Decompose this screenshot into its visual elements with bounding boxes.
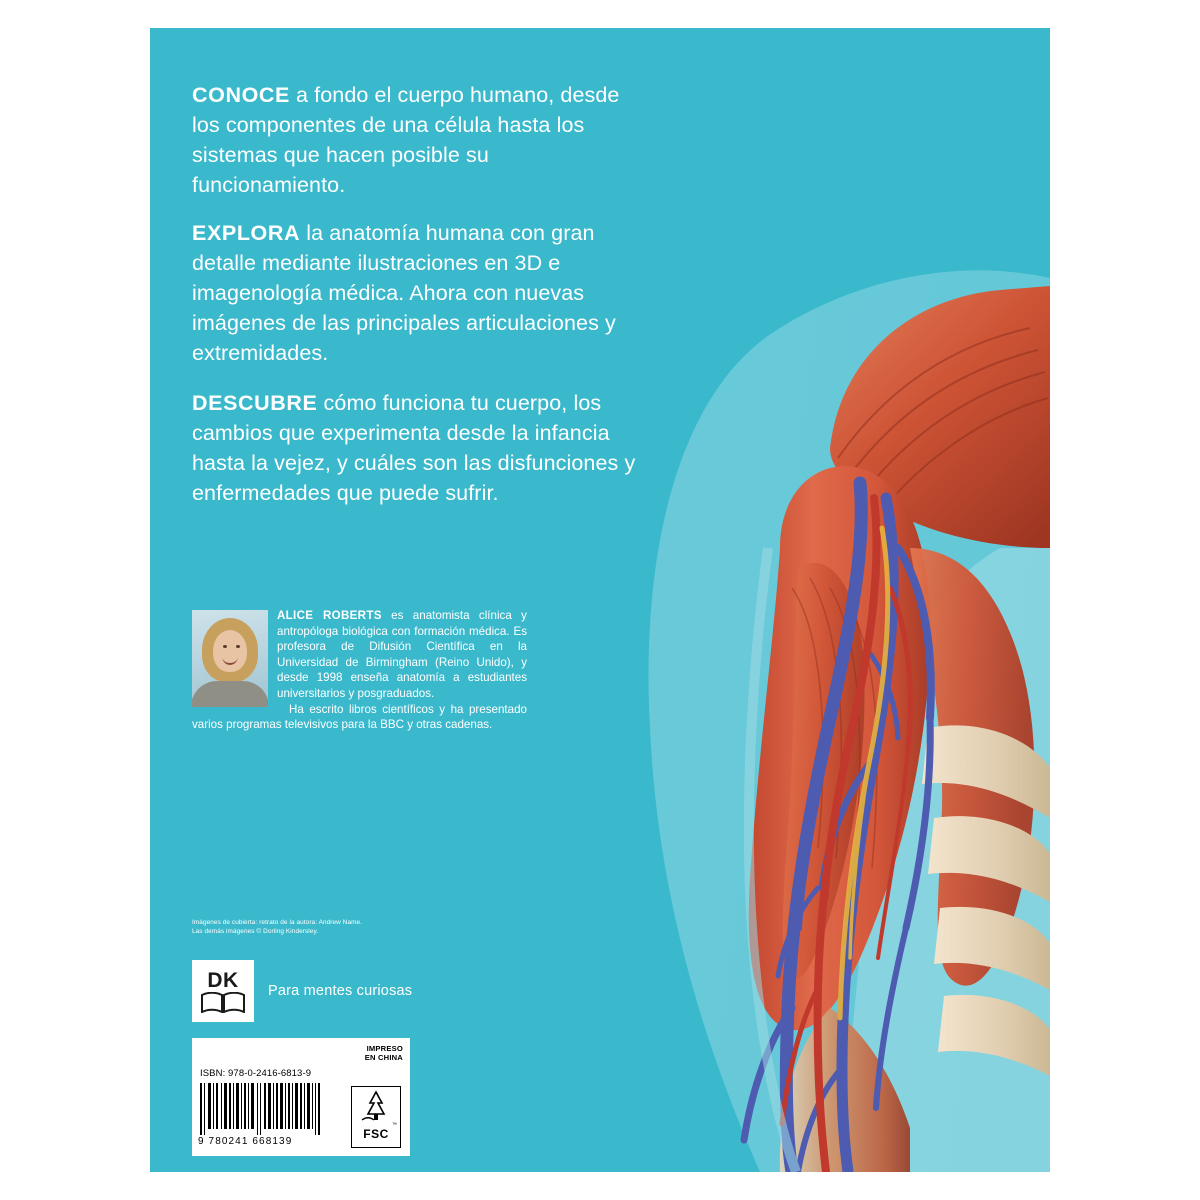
author-bio-part2: Ha escrito libros científicos y ha presentado varios programas televisivos para la BBC y otras cadenas. — [192, 702, 527, 732]
author-bio — [192, 608, 527, 733]
barcode-digits: 9 780241 668139 — [198, 1136, 293, 1147]
fsc-trademark: ™ — [392, 1122, 397, 1128]
image-credits — [192, 918, 522, 936]
isbn-label: ISBN: 978-0-2416-6813-9 — [200, 1068, 312, 1079]
paragraph-descubre-body: cómo funciona tu cuerpo, los cambios que experimenta desde la infancia hasta la vejez, y cuáles son las disfunciones y enfermedades que puede sufrir. — [192, 391, 636, 505]
fsc-tree-icon — [352, 1087, 400, 1127]
paragraph-explora — [192, 218, 622, 368]
fsc-logo — [351, 1086, 401, 1148]
credit-line-2: Las demás imágenes © Dorling Kindersley. — [192, 928, 319, 935]
paragraph-descubre-lead: DESCUBRE — [192, 391, 318, 415]
paragraph-explora-lead: EXPLORA — [192, 221, 301, 245]
author-photo-eye-left — [223, 645, 227, 648]
book-back-cover — [150, 28, 1050, 1172]
paragraph-conoce-lead: CONOCE — [192, 83, 290, 107]
dk-logo — [192, 960, 254, 1022]
author-name: ALICE ROBERTS — [277, 609, 382, 622]
author-photo-face — [213, 630, 247, 672]
dk-logo-text: DK — [207, 969, 239, 992]
paragraph-descubre — [192, 388, 662, 508]
barcode-panel — [192, 1038, 410, 1156]
publisher-block — [192, 960, 412, 1022]
paragraph-explora-body: la anatomía humana con gran detalle mediante ilustraciones en 3D e imagenología médica. Ahora con nuevas imágenes de las principales articulaciones y extremidades. — [192, 221, 616, 365]
printed-in-label — [365, 1044, 403, 1062]
barcode-bars — [200, 1083, 323, 1135]
open-book-icon — [201, 992, 245, 1013]
publisher-tagline: Para mentes curiosas — [268, 983, 413, 999]
printed-in-line-1: IMPRESO — [366, 1044, 403, 1053]
author-photo — [192, 610, 268, 707]
paragraph-conoce-body: a fondo el cuerpo humano, desde los componentes de una célula hasta los sistemas que hacen posible su funcionamiento. — [192, 83, 620, 197]
printed-in-line-2: EN CHINA — [364, 1053, 403, 1062]
author-photo-shoulders — [192, 681, 268, 707]
credit-line-1: Imágenes de cubierta: retrato de la autora: Andrew Name. — [192, 919, 363, 926]
fsc-label: FSC — [363, 1127, 389, 1141]
author-bio-part1: es anatomista clínica y antropóloga biológica con formación médica. Es profesora de Difusión Científica en la Universidad de Birmingham (Reino Unido), y desde 1998 enseña anatomía a estudiantes universitarios y posgraduados. — [277, 609, 527, 700]
paragraph-conoce — [192, 80, 622, 200]
author-photo-eye-right — [236, 645, 240, 648]
